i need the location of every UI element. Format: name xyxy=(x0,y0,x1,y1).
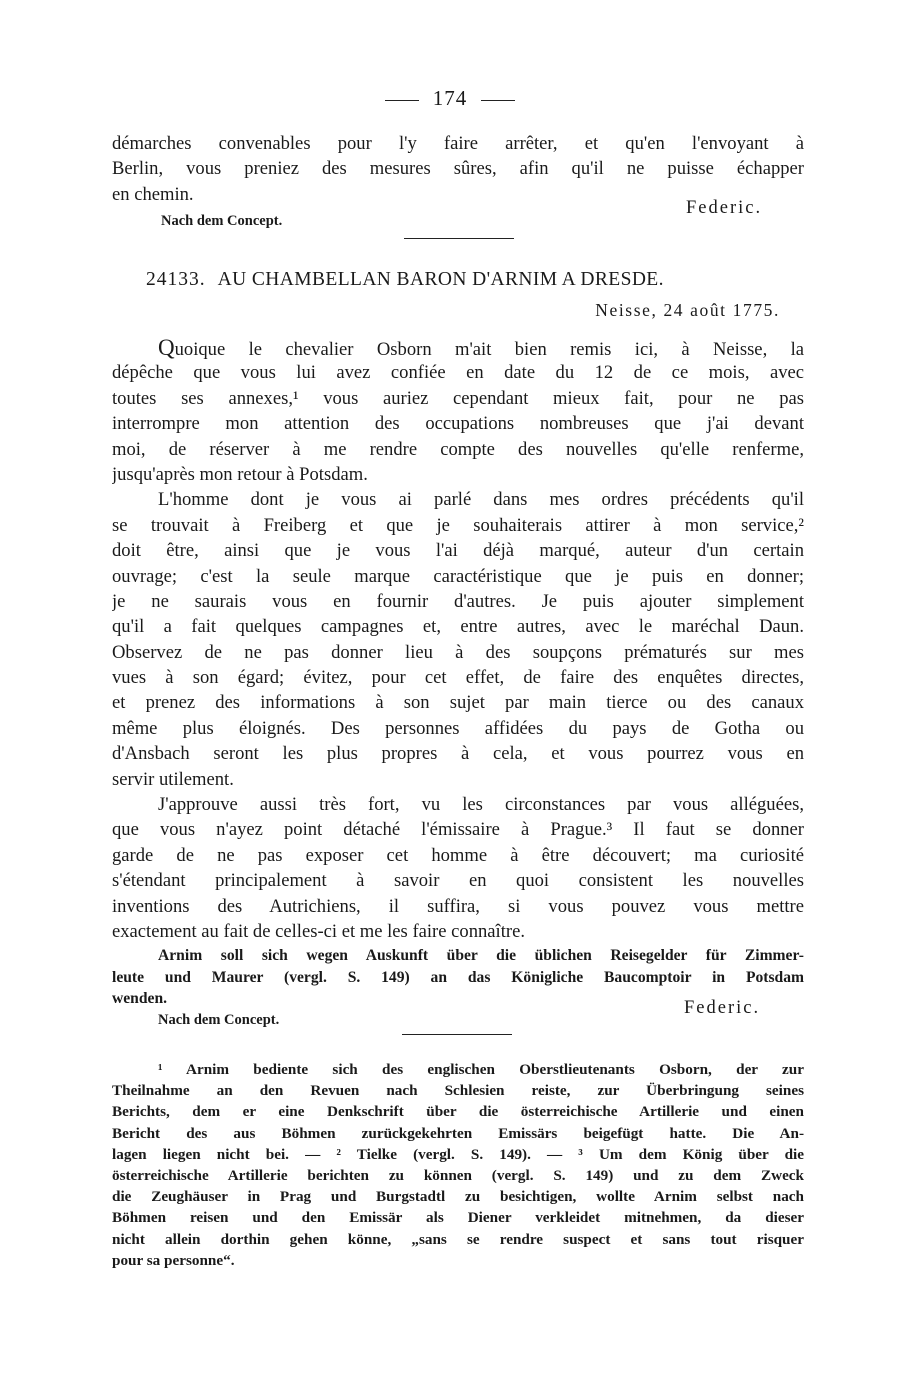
text-line: que vous n'ayez point détaché l'émissaire à Prague.³ Il faut se donner xyxy=(112,819,804,841)
drop-letter: Q xyxy=(158,335,175,360)
text-line: je ne saurais vous en fournir d'autres. Je puis ajouter simplement xyxy=(112,590,804,612)
text-line: moi, de réserver à me rendre compte des nouvelles qu'elle renferme, xyxy=(112,438,804,460)
text-line: vues à son égard; évitez, pour cet effet, de faire des enquêtes directes, xyxy=(112,667,804,689)
footnote-line: Berichts, dem er eine Denkschrift über die österreichische Artillerie und einen xyxy=(112,1103,804,1121)
signature-second: Federic. xyxy=(684,998,761,1018)
footnote-line: pour sa personne“. xyxy=(112,1251,235,1269)
text-line: en chemin. xyxy=(112,183,194,205)
text-line: interrompre mon attention des occupations nombreuses que j'ai devant xyxy=(112,413,804,435)
footnote-line: Böhmen reisen und den Emissär als Diener verkleidet mitnehmen, da dieser xyxy=(112,1209,804,1227)
footnote-line: österreichische Artillerie berichten zu können (vergl. S. 149) und zu dem Zweck xyxy=(112,1166,804,1184)
text-line: J'approuve aussi très fort, vu les circonstances par vous alléguées, xyxy=(158,794,804,816)
text-line: ouvrage; c'est la seule marque caractéristique que je puis en donner; xyxy=(112,565,804,587)
footnote-line: die Zeughäuser in Prag und Burgstadtl zu besichtigen, wollte Arnim selbst nach xyxy=(112,1188,804,1206)
letter-body xyxy=(112,335,804,944)
text-line: servir utilement. xyxy=(112,768,234,790)
footnotes xyxy=(112,1059,804,1271)
remark-line: wenden. xyxy=(112,990,168,1008)
text-line: toutes ses annexes,¹ vous auriez cependant mieux fait, pour ne pas xyxy=(112,387,804,409)
letter-number: 24133. xyxy=(146,269,206,290)
text-line: L'homme dont je vous ai parlé dans mes ordres précédents qu'il xyxy=(158,489,804,511)
text-line: inventions des Autrichiens, il suffira, si vous pouvez vous mettre xyxy=(112,895,804,917)
page-number-dash-left xyxy=(385,100,419,101)
text-line: Berlin, vous preniez des mesures sûres, afin qu'il ne puisse échapper xyxy=(112,158,804,180)
remark-line: Arnim soll sich wegen Auskunft über die üblichen Reisegelder für Zimmer- xyxy=(158,947,804,964)
text-line: Observez de ne pas donner lieu à des soupçons prématurés sur mes xyxy=(112,641,804,663)
page-number-text: 174 xyxy=(432,86,468,110)
remark-line: leute und Maurer (vergl. S. 149) an das Königliche Baucomptoir in Potsdam xyxy=(112,968,804,986)
footnote-line: lagen liegen nicht bei. — ² Tielke (vergl. S. 149). — ³ Um dem König über die xyxy=(112,1145,804,1163)
previous-letter-ending xyxy=(112,131,804,207)
text-line: exactement au fait de celles-ci et me les faire connaître. xyxy=(112,920,525,942)
text-line: dépêche que vous lui avez confiée en date du 12 de ce mois, avec xyxy=(112,362,804,384)
text-line: démarches convenables pour l'y faire arrêter, et qu'en l'envoyant à xyxy=(112,133,804,154)
source-note-second: Nach dem Concept. xyxy=(158,1012,280,1028)
footnote-line: nicht allein dorthin gehen könne, „sans se rendre suspect et sans tout risquer xyxy=(112,1230,804,1248)
section-divider xyxy=(404,238,514,239)
page-number-dash-right xyxy=(481,100,515,101)
text-line: même plus éloignés. Des personnes affidées du pays de Gotha ou xyxy=(112,717,804,739)
letter-title: AU CHAMBELLAN BARON D'ARNIM A DRESDE. xyxy=(217,269,664,290)
footnote-line: Theilnahme an den Revuen nach Schlesien reiste, zur Überbringung seines xyxy=(112,1082,804,1100)
letter-dateline: Neisse, 24 août 1775. xyxy=(595,300,780,320)
letter-heading xyxy=(146,269,776,291)
text-line: s'étendant principalement à savoir en quoi consistent les nouvelles xyxy=(112,870,804,892)
text-line: se trouvait à Freiberg et que je souhaiterais attirer à mon service,² xyxy=(112,514,804,536)
text-line: uoique le chevalier Osborn m'ait bien remis ici, à Neisse, la xyxy=(174,339,804,360)
text-line: jusqu'après mon retour à Potsdam. xyxy=(112,463,368,485)
text-line: doit être, ainsi que je vous l'ai déjà marqué, auteur d'un certain xyxy=(112,540,804,562)
source-note-first: Nach dem Concept. xyxy=(161,213,283,229)
text-line: d'Ansbach seront les plus propres à cela, et vous pourrez vous en xyxy=(112,743,804,765)
page-number xyxy=(0,86,900,111)
text-line: et prenez des informations à son sujet par main tierce ou des canaux xyxy=(112,692,804,714)
paragraph-1-line-1 xyxy=(112,335,804,360)
footnote-divider xyxy=(402,1034,512,1035)
text-line: garde de ne pas exposer cet homme à être découvert; ma curiosité xyxy=(112,844,804,866)
footnote-line: Bericht des aus Böhmen zurückgekehrten Emissärs beigefügt hatte. Die An- xyxy=(112,1124,804,1142)
footnote-line: ¹ Arnim bediente sich des englischen Oberstlieutenants Osborn, der zur xyxy=(158,1061,804,1078)
text-line: qu'il a fait quelques campagnes et, entre autres, avec le maréchal Daun. xyxy=(112,616,804,638)
signature-first: Federic. xyxy=(686,198,763,218)
